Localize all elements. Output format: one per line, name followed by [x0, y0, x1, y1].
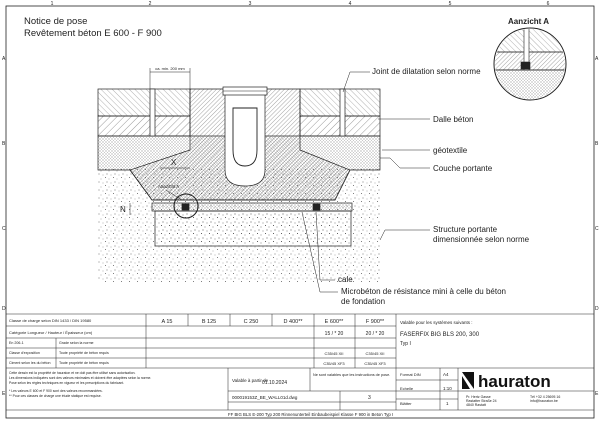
- scale-value: 1:10: [443, 386, 452, 391]
- cross-section: [98, 87, 380, 282]
- contact-line: Tél +32 4 25695 16: [530, 395, 561, 399]
- load-class-f900: F 900**: [365, 319, 385, 325]
- detail-view-label: Aanzicht A: [158, 184, 180, 189]
- dims-e600: 15 / * 20: [324, 331, 344, 337]
- code-e600-b: C35/45 XF3: [323, 361, 345, 366]
- callout-micro-2: de fondation: [341, 297, 386, 306]
- column-ref: 3: [248, 1, 252, 7]
- concrete-slab-left: [98, 116, 190, 136]
- load-class-c250: C 250: [243, 319, 259, 325]
- row-ref: A: [595, 56, 599, 62]
- x-marker: X: [171, 158, 177, 167]
- valid-date: 01.10.2024: [262, 380, 288, 386]
- column-ref: 1: [50, 1, 54, 7]
- row-ref: D: [595, 306, 599, 312]
- dimension: [150, 66, 190, 89]
- valid-from-label: Valable à partir de: [232, 378, 269, 383]
- callout-micro-1: Microbéton de résistance mini à celle du béton: [341, 287, 506, 296]
- n-marker: N: [120, 205, 126, 214]
- scale-label: Echelle: [400, 386, 414, 391]
- slab-top-left: [98, 89, 190, 116]
- product-type: Typ I: [400, 341, 411, 347]
- column-ref: 2: [148, 1, 152, 7]
- note-line: * Les valeurs E 600 et F 900 sont des valeurs recommandées.: [9, 389, 103, 393]
- detail-view-title: Aanzicht A: [508, 17, 550, 26]
- row-value: Toute propriété de béton requis: [59, 361, 109, 365]
- callout-joint: Joint de dilatation selon norme: [372, 67, 481, 76]
- sheet-value: 1: [446, 401, 449, 406]
- load-class-d400: D 400**: [283, 319, 303, 325]
- index-number: 3: [368, 395, 371, 401]
- callout-wedge: cale: [338, 275, 353, 284]
- page-title: Notice de pose: [24, 16, 88, 27]
- row-ref: B: [2, 141, 6, 147]
- row-ref: D: [2, 306, 6, 312]
- note-line: Les dimensions indiquées sont des valeurs minimales et doivent être adaptées selon la norme.: [9, 376, 152, 380]
- detail-view-a: [490, 17, 570, 100]
- row-value: Toute propriété de béton requis: [59, 351, 109, 355]
- row-ref: E: [595, 391, 599, 397]
- note-line: Pose selon les règles techniques en vigueur et les prescriptions du fabricant.: [9, 381, 125, 385]
- callout-geotextile: géotextile: [433, 146, 468, 155]
- address-line: 4840 Rastatt: [466, 403, 486, 407]
- brand-logo-mark: [462, 372, 474, 389]
- address-line: Rastatter Straße 24: [466, 399, 497, 403]
- row-label: Classe d'exposition: [9, 351, 40, 355]
- brand-logo: hauraton: [478, 372, 551, 391]
- row-label: Ciment selon les du béton: [9, 361, 51, 365]
- column-ref: 5: [448, 1, 452, 7]
- format-value: A4: [443, 372, 449, 377]
- row-ref: B: [595, 141, 599, 147]
- file-name: 000019153Z_BE_WALL01d.dwg: [232, 395, 298, 400]
- footer-caption: FF BIG BLS E-200 Typ 200 Rinnenunterteil Einbaubeispiel Klasse F 900 in Beton Typ I: [228, 412, 394, 417]
- code-f900-b: C35/45 XF3: [364, 361, 386, 366]
- row-label: En 206-1: [9, 341, 24, 345]
- callout-structure-1: Structure portante: [433, 225, 498, 234]
- format-label: Format DIN: [400, 372, 421, 377]
- column-ref: 6: [546, 1, 550, 7]
- norm-label: Classe de charge selon DIN 1433 / DIN 19580: [9, 318, 92, 323]
- sheet-label: Blätter: [400, 401, 412, 406]
- valid-systems-label: Valable pour les systèmes suivants :: [400, 320, 473, 325]
- callout-structure-2: dimensionnée selon norme: [433, 235, 530, 244]
- load-class-e600: E 600**: [324, 319, 344, 325]
- load-class-a15: A 15: [161, 319, 173, 325]
- code-f900: C35/45 XII: [365, 351, 385, 356]
- row-ref: E: [2, 391, 6, 397]
- callout-slab: Dalle béton: [433, 115, 474, 124]
- expansion-joint-right: [340, 89, 345, 136]
- wedge-marker: [313, 204, 320, 210]
- dimension-label: ca. min. 200 mm: [155, 66, 185, 71]
- foundation-block: [155, 211, 351, 246]
- detail-wedge: [182, 204, 189, 210]
- note-line: ** Pour ces classes de charge une étude statique est requise.: [9, 394, 102, 398]
- note-line: Cette dessin est la propriété de hauraton et ne doit pas être utilisé sans autorisation.: [9, 371, 136, 375]
- code-e600: C35/45 XII: [324, 351, 344, 356]
- callout-base-layer: Couche portante: [433, 164, 493, 173]
- address-line: Pr. Hertz Gasse: [466, 395, 491, 399]
- row-ref: A: [2, 56, 6, 62]
- load-class-b125: B 125: [201, 319, 217, 325]
- row-ref: C: [595, 226, 599, 232]
- dims-f900: 20 / * 20: [365, 331, 385, 337]
- contact-line: info@hauraton.be: [530, 399, 558, 403]
- product-name: FASERFIX BIG BLS 200, 300: [400, 332, 480, 338]
- row-ref: C: [2, 226, 6, 232]
- page-subtitle: Revêtement béton E 600 - F 900: [24, 28, 162, 39]
- row-value: Grade selon la norme: [59, 341, 94, 345]
- validity-note: Ne sont valables que les instructions de pose.: [313, 373, 391, 377]
- category-label: Catégorie Longueur / Hauteur / Épaisseur (cm): [9, 330, 93, 335]
- channel-cavity: [233, 108, 257, 166]
- column-ref: 4: [348, 1, 352, 7]
- expansion-joint-left: [150, 89, 155, 136]
